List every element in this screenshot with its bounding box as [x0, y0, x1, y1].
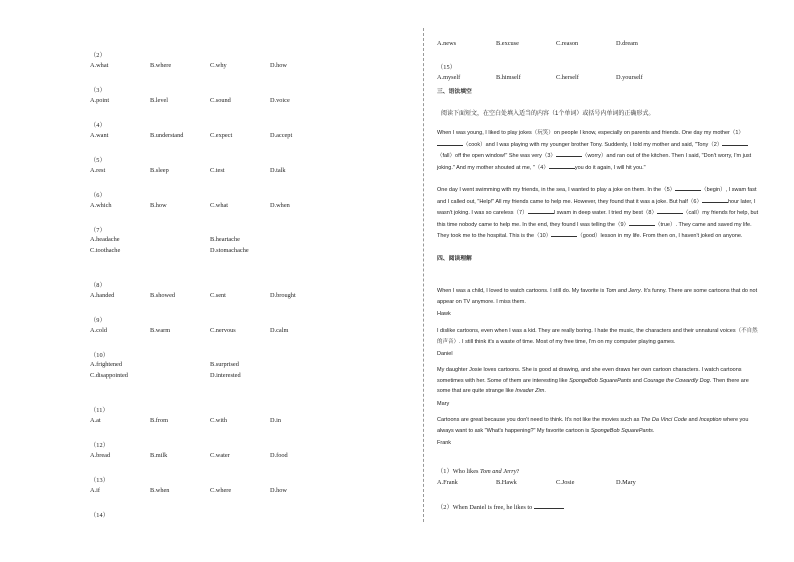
- answer-option[interactable]: D.how: [270, 487, 287, 494]
- answer-option[interactable]: A.if: [90, 487, 100, 494]
- blank-6[interactable]: [702, 196, 728, 203]
- blank-4[interactable]: [549, 162, 575, 169]
- answer-option[interactable]: C.nervous: [210, 327, 236, 334]
- q14-option-d[interactable]: D.dream: [616, 40, 638, 47]
- answer-option[interactable]: C.with: [210, 417, 227, 424]
- blank-1[interactable]: [437, 139, 463, 146]
- answer-option[interactable]: B.understand: [150, 132, 184, 139]
- cloze-paragraph-1: When I was young, I liked to play jokes（玩笑）on people I know, especially on parents and friends. One day my mother（1）（cook）and I was playing with my younger brother Tony. Suddenly, I told my mother and said, "Tony（2）（fall）off the open window!" She was very（3） （worry）and ran out of the kitchen. Then I said, "Don't worry, I'm just joking." And my mother shouted at me, "（4） you do it again, I will hit you.": [437, 130, 752, 171]
- answer-option[interactable]: A.headache: [90, 236, 120, 243]
- q15-option-a[interactable]: A.myself: [437, 74, 461, 81]
- blank-10[interactable]: [551, 230, 577, 237]
- answer-option[interactable]: A.handed: [90, 292, 115, 299]
- q14-option-a[interactable]: A.news: [437, 40, 457, 47]
- question-number: （12）: [90, 442, 109, 449]
- rq1-option-a[interactable]: A.Frank: [437, 479, 458, 486]
- answer-option[interactable]: C.expect: [210, 132, 233, 139]
- answer-option[interactable]: D.voice: [270, 97, 290, 104]
- answer-option[interactable]: D.how: [270, 62, 287, 69]
- blank-9[interactable]: [629, 219, 655, 226]
- answer-option[interactable]: A.cold: [90, 327, 107, 334]
- q15-option-c[interactable]: C.herself: [556, 74, 579, 81]
- answer-option[interactable]: C.water: [210, 452, 230, 459]
- answer-option[interactable]: B.when: [150, 487, 170, 494]
- question-number: （13）: [90, 477, 109, 484]
- answer-option[interactable]: B.from: [150, 417, 169, 424]
- question-number: （10）: [90, 352, 109, 359]
- answer-option[interactable]: D.talk: [270, 167, 286, 174]
- question-number: （7）: [90, 227, 106, 234]
- answer-option[interactable]: D.interested: [210, 372, 241, 379]
- rq1-option-d[interactable]: D.Mary: [616, 479, 636, 486]
- answer-option[interactable]: D.brought: [270, 292, 296, 299]
- reading-paragraph-1: When I was a child, I loved to watch cartoons. I still do. My favorite is Tom and Jerry. It's funny. There are some cartoons that do not appear on TV anymore. I miss them.: [437, 288, 758, 305]
- answer-option[interactable]: A.frightened: [90, 361, 122, 368]
- page-divider: [423, 28, 424, 522]
- answer-option[interactable]: C.sent: [210, 292, 226, 299]
- answer-option[interactable]: B.surprised: [210, 361, 239, 368]
- answer-option[interactable]: C.toothache: [90, 247, 121, 254]
- answer-option[interactable]: A.want: [90, 132, 109, 139]
- section-3-heading: 三、语法填空: [437, 89, 472, 95]
- reader-name-daniel: Daniel: [437, 351, 453, 357]
- question-number: （14）: [90, 512, 109, 519]
- question-number: （4）: [90, 122, 106, 129]
- answer-option[interactable]: A.at: [90, 417, 101, 424]
- blank-7[interactable]: [528, 207, 554, 214]
- answer-option[interactable]: D.food: [270, 452, 288, 459]
- q15-number: （15）: [437, 64, 456, 71]
- answer-option[interactable]: A.point: [90, 97, 110, 104]
- answer-option[interactable]: B.milk: [150, 452, 168, 459]
- answer-option[interactable]: C.where: [210, 487, 232, 494]
- answer-option[interactable]: A.rest: [90, 167, 106, 174]
- reader-name-frank: Frank: [437, 440, 452, 446]
- question-number: （3）: [90, 87, 106, 94]
- section-3-instruction: 阅读下面短文，在空白处填入适当的内容（1个单词）或括号内单词的正确形式。: [441, 111, 655, 117]
- answer-option[interactable]: C.disappointed: [90, 372, 128, 379]
- answer-option[interactable]: A.what: [90, 62, 109, 69]
- reading-paragraph-2: I dislike cartoons, even when I was a kid. They are really boring. I hate the music, the characters and their unnatural voices（不自然的声音）. I still think it's a waste of time. Most of my free time, I'm on my computer playing games.: [437, 328, 758, 345]
- cloze-paragraph-2: One day I went swimming with my friends, in the sea, I wanted to play a joke on them. In the（5） （begin）, I swam fast and I called out, "Help!" All my friends came to help me. However, they found that it was a joke. But half（6） hour later, I wasn't joking. I was so careless（7） I swam in deep water. I tried my best（8） （call）my friends for help, but this time nobody came to help me. In the end, they found I was telling the（9） （true）. They came and saved my life. They took me to the hospital. This is the（10） （good）lesson in my life. From then on, I haven't joked on anyone.: [437, 184, 763, 242]
- blank-2[interactable]: [722, 139, 748, 146]
- answer-option[interactable]: B.how: [150, 202, 167, 209]
- reading-question-2: （2）When Daniel is free, he likes to: [437, 502, 564, 511]
- reading-paragraph-4: Cartoons are great because you don't need to think. It's not like the movies such as The Da Vinci Code and Inception where you always want to ask "What's happening?" My favorite cartoon is SpongeBob SquarePants.: [437, 417, 749, 434]
- blank-8[interactable]: [657, 207, 683, 214]
- rq2-answer-blank[interactable]: [534, 502, 564, 509]
- blank-3[interactable]: [556, 150, 582, 157]
- answer-option[interactable]: D.when: [270, 202, 290, 209]
- answer-option[interactable]: B.level: [150, 97, 169, 104]
- q14-option-c[interactable]: C.reason: [556, 40, 579, 47]
- reader-name-mary: Mary: [437, 401, 450, 407]
- answer-option[interactable]: B.heartache: [210, 236, 240, 243]
- q15-option-b[interactable]: B.himself: [496, 74, 521, 81]
- answer-option[interactable]: D.in: [270, 417, 282, 424]
- reading-paragraph-3: My daughter Josie loves cartoons. She is good at drawing, and she even draws her own cartoon characters. I watch cartoons sometimes with her. Some of them are interesting like SpongeBob SquarePants and Courage the Cowardly Dog. Then there are some that are quite strange like Invader Zim.: [437, 367, 749, 395]
- answer-option[interactable]: A.which: [90, 202, 112, 209]
- answer-option[interactable]: A.bread: [90, 452, 111, 459]
- answer-option[interactable]: C.what: [210, 202, 229, 209]
- answer-option[interactable]: C.test: [210, 167, 225, 174]
- answer-option[interactable]: D.calm: [270, 327, 289, 334]
- answer-option[interactable]: B.sleep: [150, 167, 169, 174]
- reader-name-hawk: Hawk: [437, 311, 451, 317]
- answer-option[interactable]: D.stomachache: [210, 247, 249, 254]
- question-number: （5）: [90, 157, 106, 164]
- q15-option-d[interactable]: D.yourself: [616, 74, 643, 81]
- question-number: （9）: [90, 317, 106, 324]
- question-number: （8）: [90, 282, 106, 289]
- answer-option[interactable]: B.where: [150, 62, 172, 69]
- rq1-option-b[interactable]: B.Hawk: [496, 479, 517, 486]
- answer-option[interactable]: B.warm: [150, 327, 171, 334]
- answer-option[interactable]: D.accept: [270, 132, 293, 139]
- answer-option[interactable]: B.showed: [150, 292, 176, 299]
- question-number: （11）: [90, 407, 109, 414]
- reading-question-1: （1）Who likes Tom and Jerry?: [437, 468, 520, 475]
- q14-option-b[interactable]: B.excuse: [496, 40, 519, 47]
- rq1-option-c[interactable]: C.Josie: [556, 479, 575, 486]
- question-number: （2）: [90, 52, 106, 59]
- answer-option[interactable]: C.sound: [210, 97, 231, 104]
- section-4-heading: 四、阅读理解: [437, 256, 472, 262]
- question-number: （6）: [90, 192, 106, 199]
- answer-option[interactable]: C.why: [210, 62, 227, 69]
- blank-5[interactable]: [675, 184, 701, 191]
